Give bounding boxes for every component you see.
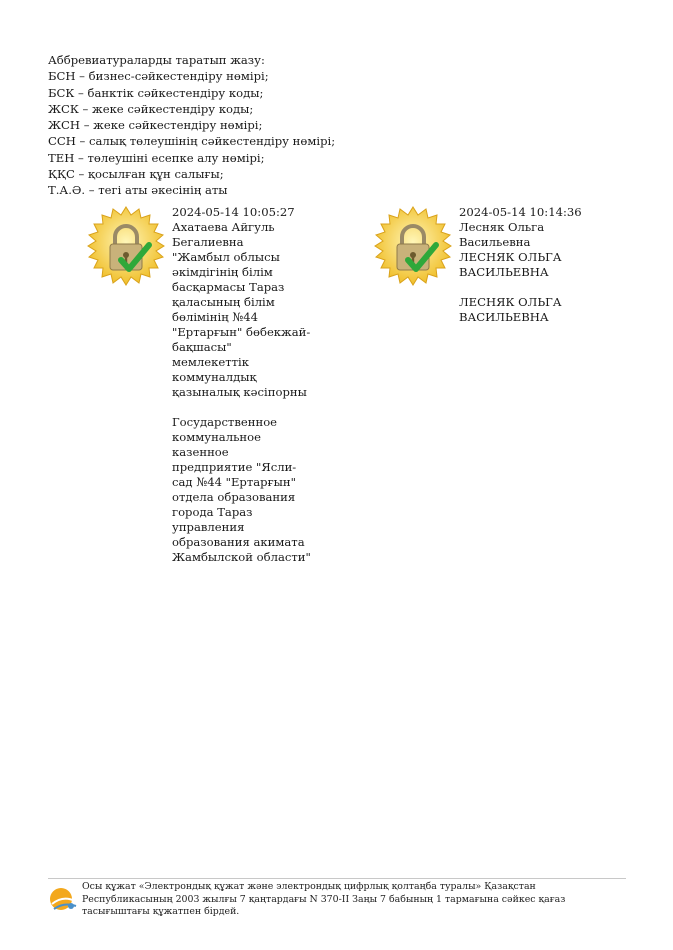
signer-organization-ru: ЛЕСНЯК ОЛЬГА ВАСИЛЬЕВНА <box>459 295 566 324</box>
egov-logo-icon <box>48 884 78 914</box>
abbreviations-heading: Аббревиатураларды таратып жазу: <box>48 53 265 67</box>
signer-name: Лесняк Ольга Васильевна <box>459 220 548 249</box>
signature-seal-icon <box>83 205 169 291</box>
signer-name: Ахатаева Айгуль Бегалиевна <box>172 220 279 249</box>
abbreviations-block <box>48 52 335 199</box>
abbreviation-item: Т.А.Ә. – тегі аты әкесінің аты <box>48 183 228 198</box>
signature-details <box>172 205 312 565</box>
signature-datetime: 2024-05-14 10:05:27 <box>172 205 295 219</box>
signature-datetime: 2024-05-14 10:14:36 <box>459 205 582 219</box>
abbreviation-item: БСН – бизнес-сәйкестендіру нөмірі; <box>48 69 269 84</box>
footer-legal-text: Осы құжат «Электрондық құжат және электрондық цифрлық қолтаңба туралы» Қазақстан Республикасының 2003 жылғы 7 қаңтардағы N 370-II Заңы 7 бабының 1 тармағына сәйкес қағаз тасығыштағы құжатпен бірдей. <box>82 881 566 918</box>
signature-seal-icon <box>370 205 456 291</box>
signer-organization-kz: ЛЕСНЯК ОЛЬГА ВАСИЛЬЕВНА <box>459 250 566 279</box>
signature-details <box>459 205 599 325</box>
footer-divider <box>48 878 626 879</box>
abbreviation-item: БСК – банктік сәйкестендіру коды; <box>48 85 264 100</box>
abbreviation-item: ЖСН – жеке сәйкестендіру нөмірі; <box>48 118 263 133</box>
abbreviation-item: ТЕН – төлеушіні есепке алу нөмірі; <box>48 150 265 165</box>
abbreviation-item: ССН – салық төлеушінің сәйкестендіру нөмірі; <box>48 134 336 149</box>
abbreviation-item: ЖСК – жеке сәйкестендіру коды; <box>48 101 254 116</box>
signer-organization-ru: Государственное коммунальное казенное предприятие "Ясли-сад №44 "Ертарғын" отдела образования города Тараз управления образования акимата Жамбылской области" <box>172 415 311 564</box>
abbreviation-item: ҚҚС – қосылған құн салығы; <box>48 167 224 182</box>
signer-organization-kz: "Жамбыл облысы әкімдігінің білім басқармасы Тараз қаласының білім бөлімінің №44 "Ертарғын" бөбекжай-бақшасы" мемлекеттік коммуналдық қазыналық кәсіпорны <box>172 250 311 399</box>
